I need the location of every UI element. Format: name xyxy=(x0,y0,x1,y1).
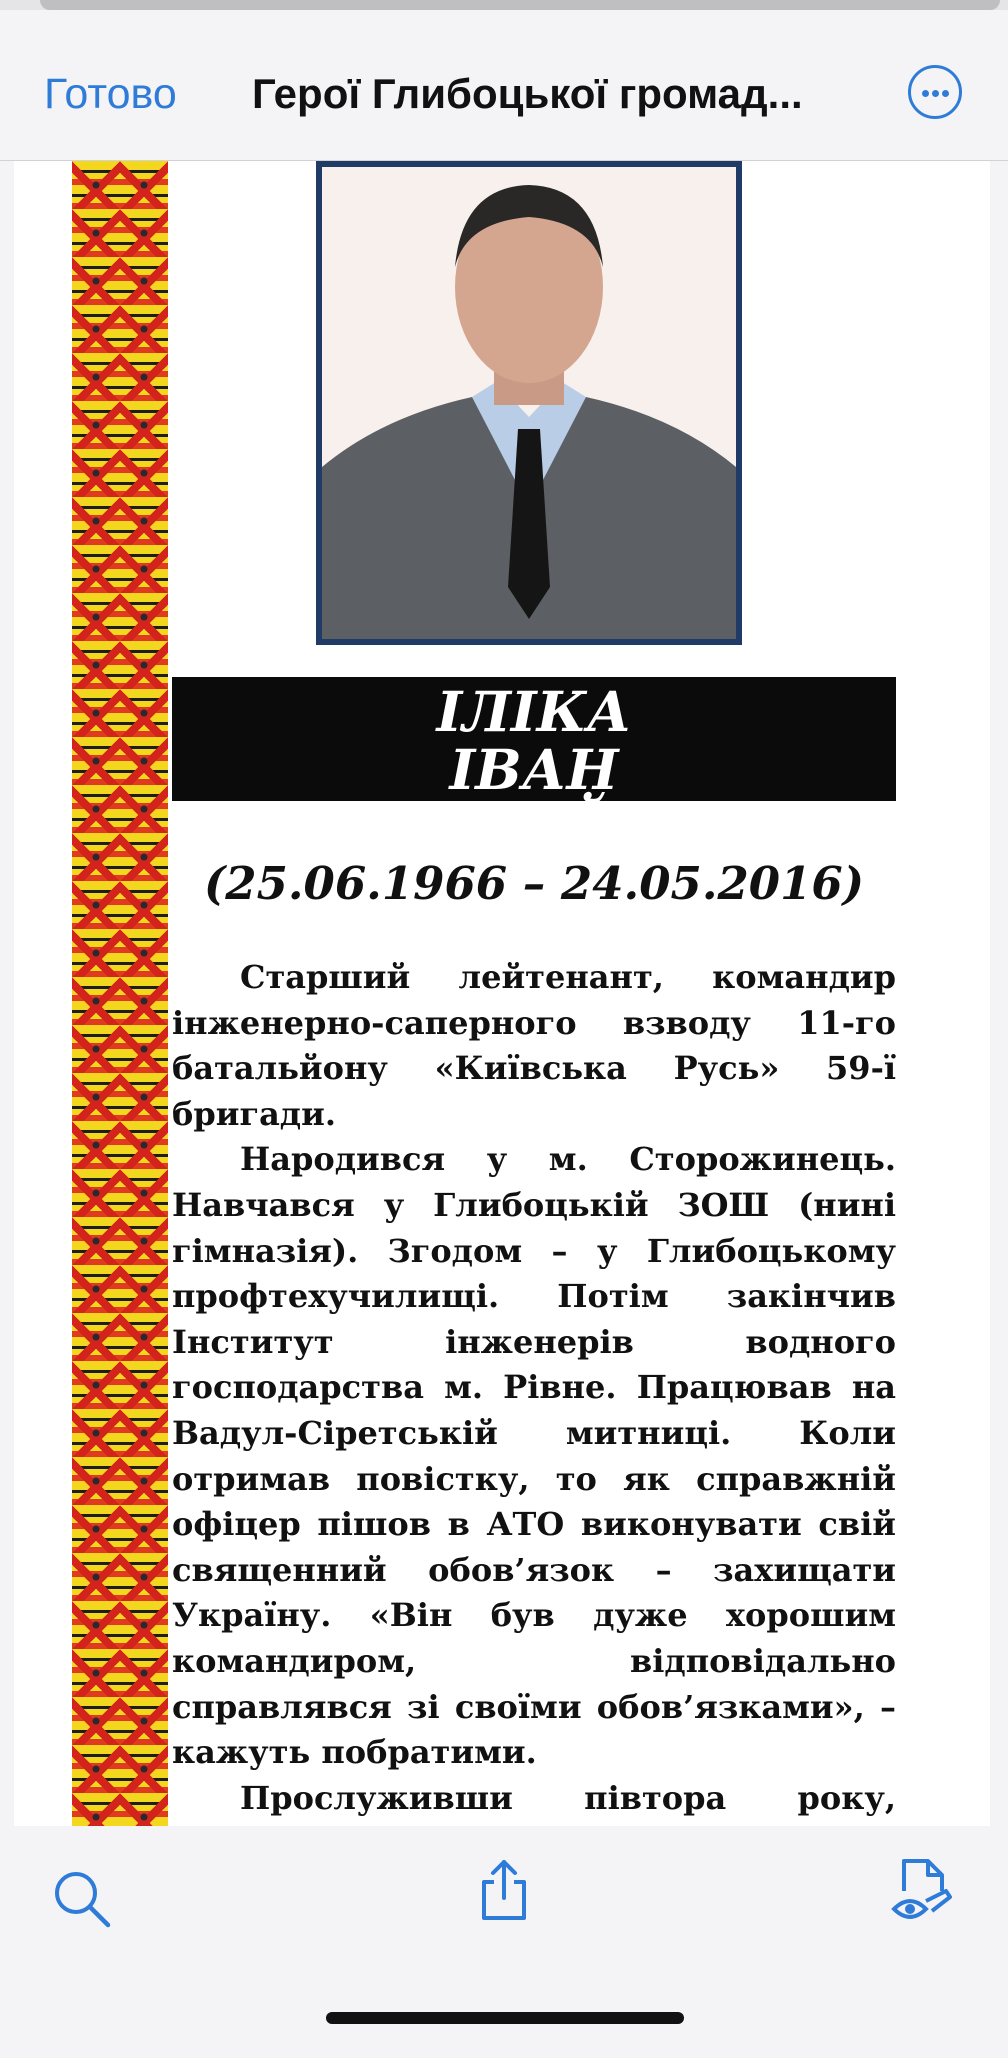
more-options-icon[interactable] xyxy=(908,65,962,119)
name-banner xyxy=(172,677,896,860)
bio-paragraph: Старший лейтенант, командир інженерно-саперного взводу 11-го батальйону «Київська Русь» 59-ї бригади. xyxy=(172,958,896,1133)
document-title: Герої Глибоцької громад... xyxy=(252,70,803,117)
bio-paragraph: Народився у м. Сторожинець. Навчався у Глибоцькій ЗОШ (нині гімназія). Згодом – у Глибоцькому профтехучилищі. Потім закінчив Інститут інженерів водного господарства м. Рівне. Працював на Вадул-Сіретській митниці. Коли отримав повістку, то як справжній офіцер пішов в АТО виконувати свій священний обов’язок – захищати Україну. «Він був дуже хорошим командиром, відповідально справлявся зі своїми обов’язками», – кажуть побратими. xyxy=(172,1140,896,1772)
embroidery-ornament-border xyxy=(72,161,168,1826)
portrait-photo xyxy=(316,161,742,645)
document-page[interactable] xyxy=(14,161,990,1826)
bio-paragraph: Прослуживши півтора року, xyxy=(240,1778,896,1817)
done-button[interactable]: Готово xyxy=(44,70,177,118)
life-dates: (25.06.1966 – 24.05.2016) xyxy=(203,857,865,910)
background-sheet-edge xyxy=(40,0,1000,10)
surname: ІЛІКА xyxy=(436,679,632,744)
document-viewer-sheet xyxy=(0,10,1008,2048)
search-icon[interactable] xyxy=(50,1867,114,1931)
biography xyxy=(172,955,896,1958)
given-names: ІВАН МИКОЛАЙОВИЧ xyxy=(257,737,811,860)
share-icon[interactable] xyxy=(472,1858,536,1922)
home-indicator[interactable] xyxy=(326,2012,684,2024)
navigation-bar xyxy=(0,10,1008,161)
markup-icon[interactable] xyxy=(890,1855,954,1919)
